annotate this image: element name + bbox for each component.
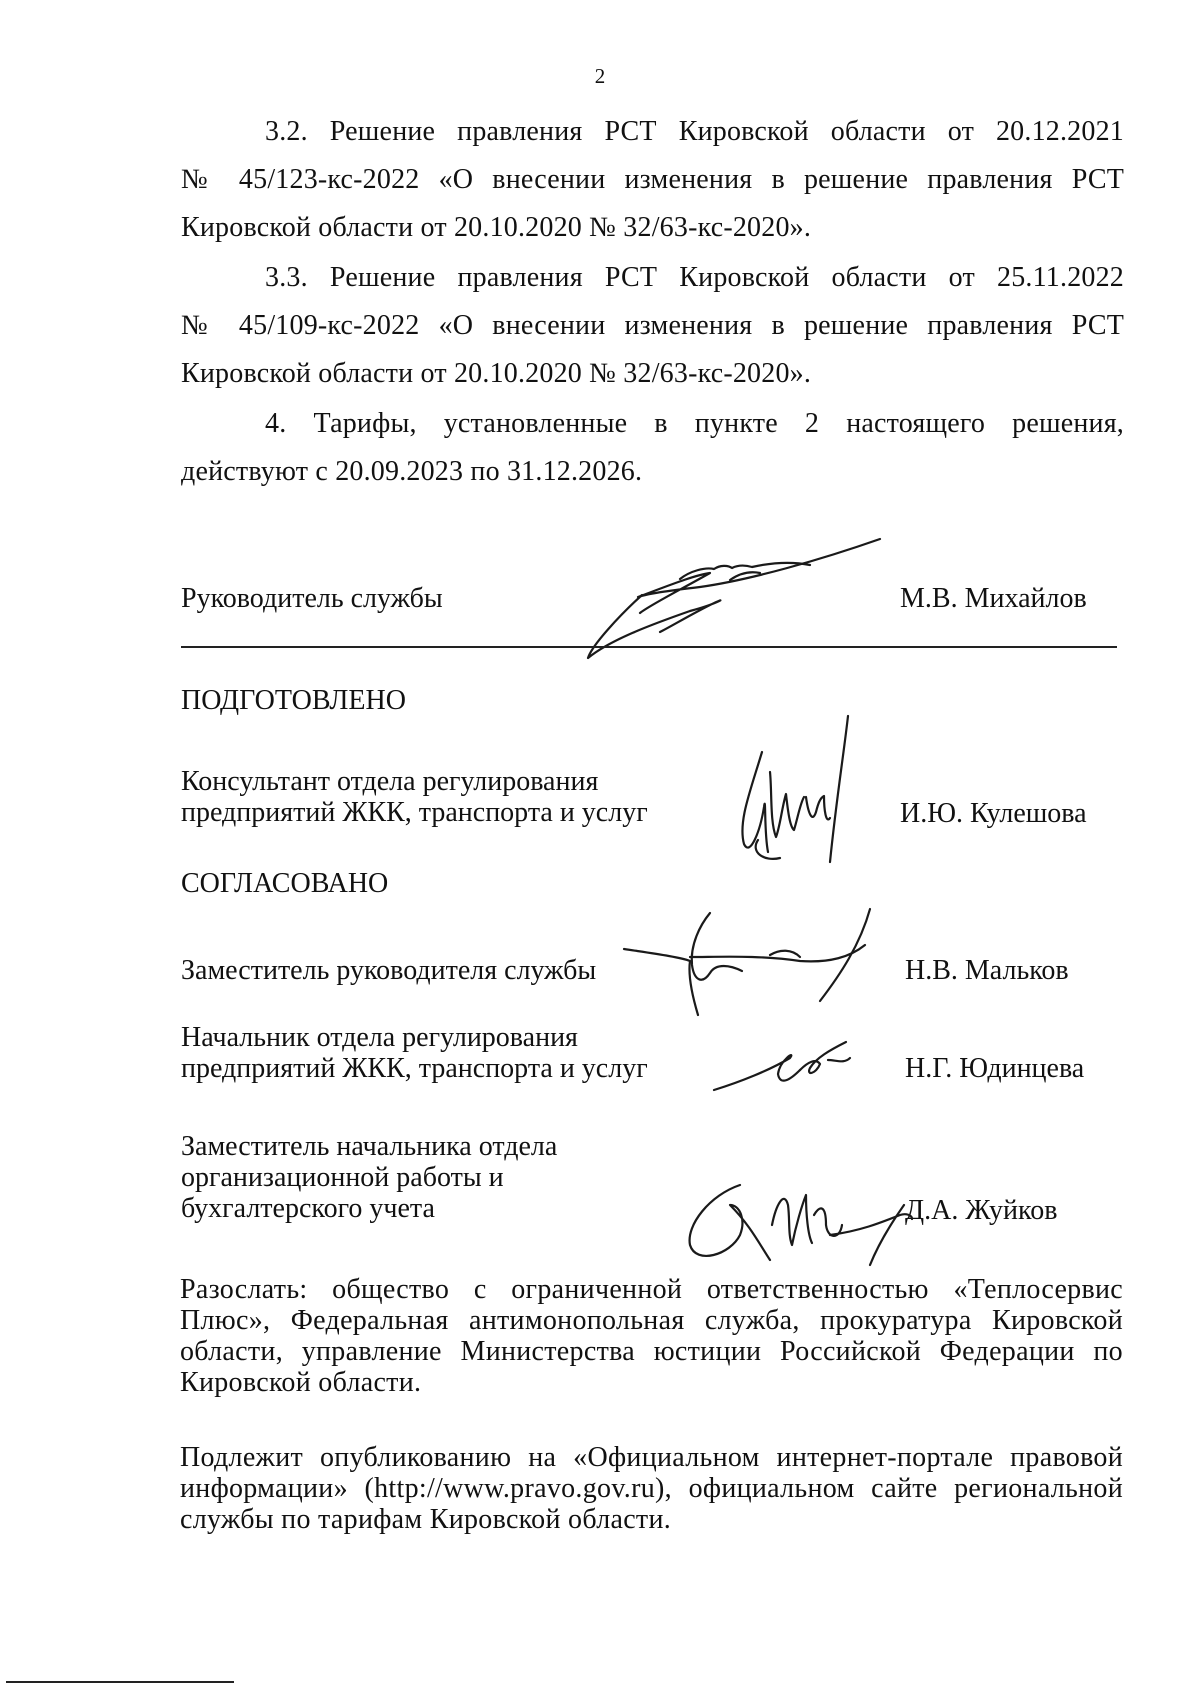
paragraph-line (181, 400, 1124, 448)
paragraph-text: 4. Тарифы, установленные в пункте 2 настоящего решения, (265, 408, 1124, 439)
paragraph-line: № 45/123-кс-2022 «О внесении изменения в решение правления РСТ (181, 164, 1124, 195)
prepared-position: Консультант отдела регулирования предприятий ЖКК, транспорта и услуг (181, 766, 648, 828)
agreed-position: Заместитель начальника отдела организационной работы и бухгалтерского учета (181, 1131, 558, 1224)
head-position: Руководитель службы (181, 583, 443, 614)
paragraph-text: 3.3. Решение правления РСТ Кировской области от 25.11.2022 (265, 262, 1124, 293)
paragraph-3-3 (181, 254, 1124, 398)
agreed-heading: СОГЛАСОВАНО (181, 868, 389, 899)
publication-note: Подлежит опубликованию на «Официальном интернет-портале правовой информации» (http://www.pravo.gov.ru), официальном сайте региональной службы по тарифам Кировской области. (180, 1442, 1123, 1535)
prepared-heading: ПОДГОТОВЛЕНО (181, 685, 406, 716)
footer-rule (6, 1681, 234, 1683)
agreed-name: Д.А. Жуйков (905, 1195, 1058, 1226)
paragraph-line (181, 108, 1124, 156)
signature-prepared (720, 712, 880, 872)
paragraph-3-2 (181, 108, 1124, 252)
paragraph-line (181, 254, 1124, 302)
paragraph-text: 3.2. Решение правления РСТ Кировской области от 20.12.2021 (265, 116, 1124, 147)
signature-agreed-3 (680, 1165, 920, 1275)
page-number: 2 (594, 64, 606, 88)
agreed-name: Н.В. Мальков (905, 955, 1069, 986)
head-name: М.В. Михайлов (900, 583, 1087, 614)
paragraph-line: № 45/109-кс-2022 «О внесении изменения в решение правления РСТ (181, 310, 1124, 341)
paragraph-line: Кировской области от 20.10.2020 № 32/63-кс-2020». (181, 358, 812, 389)
agreed-name: Н.Г. Юдинцева (905, 1053, 1085, 1084)
horizontal-rule (181, 646, 1117, 648)
distribution-list: Разослать: общество с ограниченной ответственностью «Теплосервис Плюс», Федеральная антимонопольная служба, прокуратура Кировской области, управление Министерства юстиции Российской Федерации по Кировской области. (180, 1274, 1123, 1398)
prepared-name: И.Ю. Кулешова (900, 798, 1087, 829)
agreed-position: Начальник отдела регулирования предприятий ЖКК, транспорта и услуг (181, 1022, 648, 1084)
agreed-position: Заместитель руководителя службы (181, 955, 597, 986)
signature-agreed-1 (620, 905, 900, 1025)
paragraph-line: Кировской области от 20.10.2020 № 32/63-кс-2020». (181, 212, 812, 243)
signature-agreed-2 (710, 1030, 860, 1100)
paragraph-line: действуют с 20.09.2023 по 31.12.2026. (181, 456, 643, 487)
paragraph-4 (181, 400, 1124, 496)
